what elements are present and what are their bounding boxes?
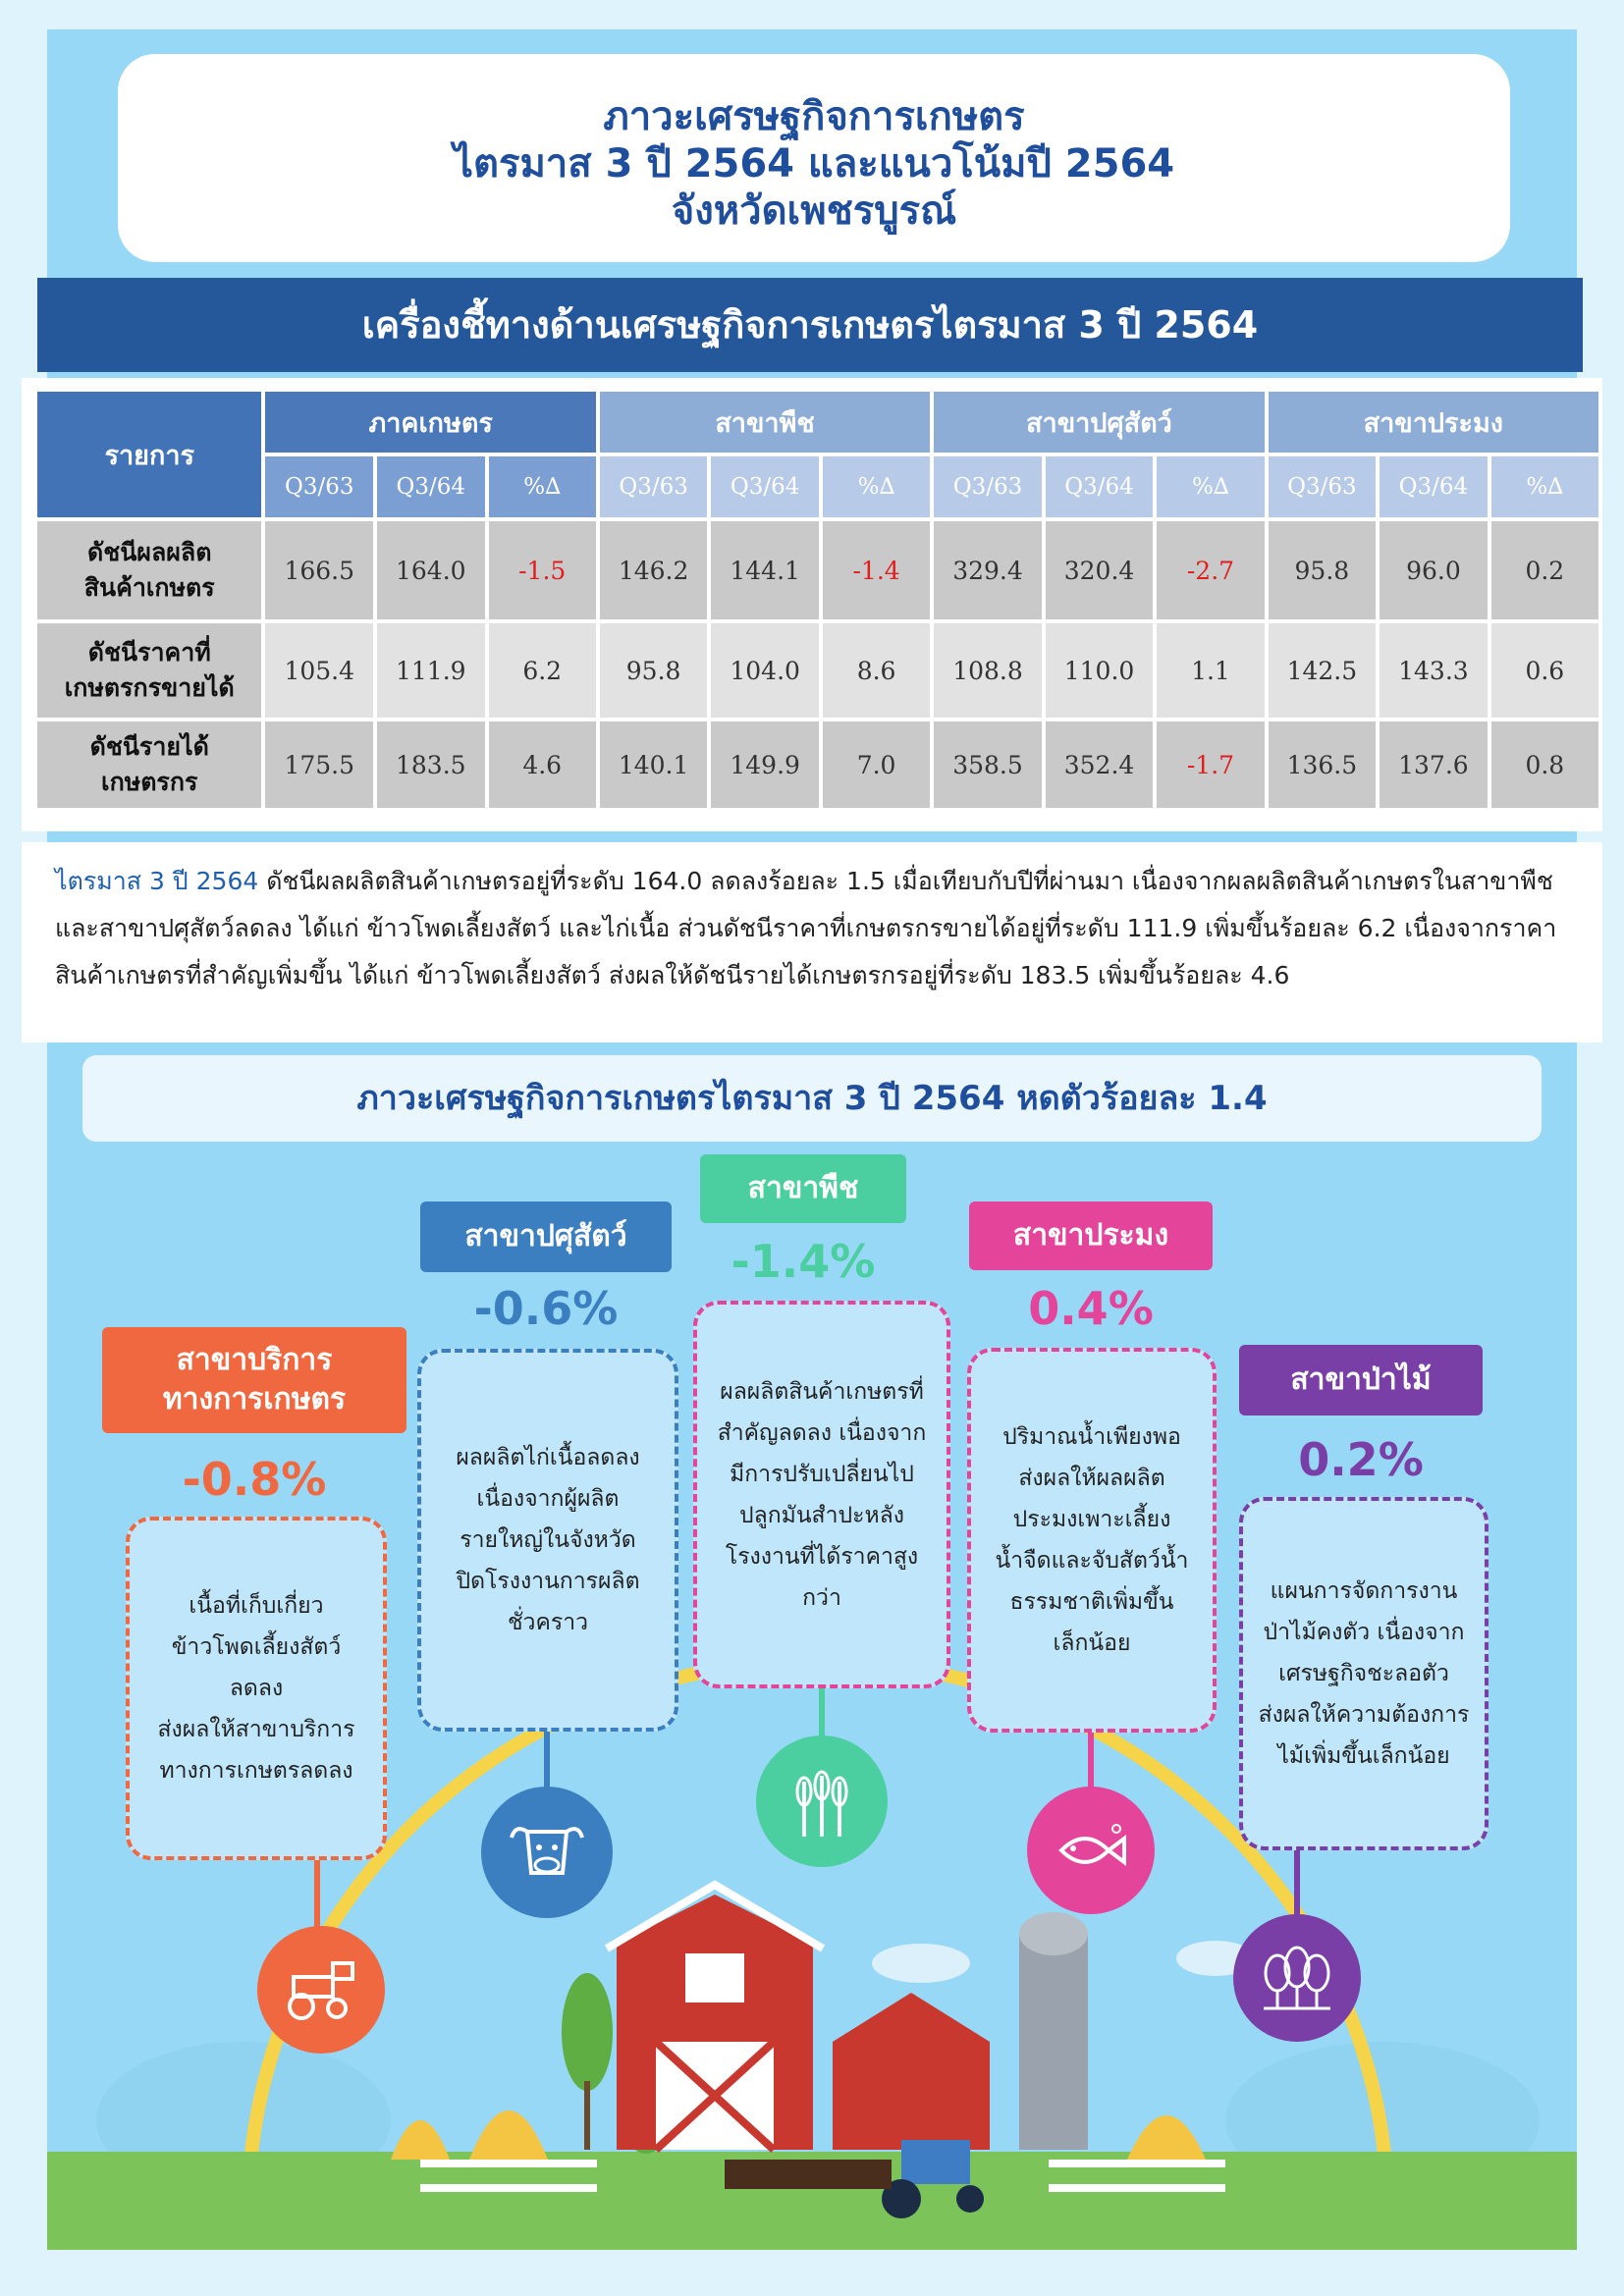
- wheat-glyph: [783, 1762, 861, 1841]
- sector-desc-line: เล็กน้อย: [1053, 1630, 1131, 1656]
- cloud-icon: [872, 1944, 970, 1983]
- table-cell: 320.4: [1046, 521, 1154, 619]
- sector-pct-fishery: 0.4%: [1028, 1282, 1154, 1335]
- table-cell: -1.7: [1157, 721, 1264, 808]
- sector-desc-line: ไม้เพิ่มขึ้นเล็กน้อย: [1277, 1743, 1450, 1769]
- indicator-table-panel: [22, 378, 1602, 831]
- sector-desc-line: เนื้อที่เก็บเกี่ยว: [189, 1593, 324, 1619]
- table-row: [37, 521, 1598, 619]
- title-line-2: ไตรมาส 3 ปี 2564 และแนวโน้มปี 2564: [453, 141, 1175, 187]
- sub-header: Q3/63: [934, 456, 1042, 517]
- title-line-3: จังหวัดเพชรบูรณ์: [671, 188, 957, 234]
- row-label-line: สินค้าเกษตร: [83, 573, 215, 602]
- table-cell: 7.0: [823, 721, 930, 808]
- sector-pct-crop: -1.4%: [731, 1235, 876, 1288]
- fence: [1049, 2160, 1225, 2167]
- table-cell: 143.3: [1380, 623, 1488, 718]
- sector-desc-line: ผลผลิตสินค้าเกษตรที่: [720, 1378, 924, 1405]
- row-label: [37, 721, 261, 808]
- sector-stem: [544, 1732, 550, 1790]
- sub-header: %∆: [1157, 456, 1264, 517]
- table-cell: 142.5: [1269, 623, 1377, 718]
- group-header-livestock: สาขาปศุสัตว์: [934, 392, 1264, 453]
- sub-header: Q3/63: [600, 456, 708, 517]
- sector-card-forestry: [1239, 1497, 1489, 1850]
- summary-highlight: ไตรมาส 3 ปี 2564: [55, 867, 259, 895]
- title-line-1: ภาวะเศรษฐกิจการเกษตร: [603, 94, 1025, 139]
- table-cell: 144.1: [711, 521, 819, 619]
- sector-desc-line: ปริมาณน้ำเพียงพอ: [1002, 1424, 1181, 1450]
- table-cell: 358.5: [934, 721, 1042, 808]
- table-cell: 0.8: [1491, 721, 1598, 808]
- table-cell: -1.5: [489, 521, 596, 619]
- indicator-heading: เครื่องชี้ทางด้านเศรษฐกิจการเกษตรไตรมาส 3 ปี 2564: [37, 278, 1583, 372]
- tractor-glyph: [282, 1955, 360, 2024]
- summary-text: ดัชนีผลผลิตสินค้าเกษตรอยู่ที่ระดับ 164.0 ลดลงร้อยละ 1.5 เมื่อเทียบกับปีที่ผ่านมา เนื่องจากผลผลิตสินค้าเกษตรในสาขาพืช และสาขาปศุสัตว์ลดลง ได้แก่ ข้าวโพดเลี้ยงสัตว์ และไก่เนื้อ ส่วนดัชนีราคาที่เกษตรกรขายได้อยู่ที่ระดับ 111.9 เพิ่มขึ้นร้อยละ 6.2 เนื่องจากราคาสินค้าเกษตรที่สำคัญเพิ่มขึ้น ได้แก่ ข้าวโพดเลี้ยงสัตว์ ส่งผลให้ดัชนีรายได้เกษตรกรอยู่ที่ระดับ 183.5 เพิ่มขึ้นร้อยละ 4.6: [55, 867, 1557, 989]
- indicator-table: [33, 388, 1602, 812]
- table-cell: 111.9: [377, 623, 485, 718]
- row-label-line: ดัชนีราคาที่: [87, 638, 211, 667]
- sub-header: Q3/64: [377, 456, 485, 517]
- tree-icon: [562, 1973, 613, 2091]
- table-cell: 104.0: [711, 623, 819, 718]
- row-label: [37, 623, 261, 718]
- sector-desc-line: ปิดโรงงานการผลิต: [456, 1569, 640, 1594]
- table-row: [37, 623, 1598, 718]
- sector-desc-line: เนื่องจากผู้ผลิต: [476, 1486, 620, 1512]
- table-cell: 0.2: [1491, 521, 1598, 619]
- barn-window: [685, 1953, 744, 2002]
- table-row: [37, 721, 1598, 808]
- table-cell: 108.8: [934, 623, 1042, 718]
- sector-desc-line: แผนการจัดการงาน: [1270, 1578, 1458, 1604]
- row-label-line: ดัชนีผลผลิต: [87, 538, 212, 566]
- sector-tag-forestry: สาขาป่าไม้: [1239, 1345, 1483, 1415]
- sector-pct-livestock: -0.6%: [473, 1282, 619, 1335]
- sector-desc-line: รายใหญ่ในจังหวัด: [460, 1527, 636, 1553]
- shed-icon: [833, 1993, 990, 2150]
- sub-header: Q3/63: [265, 456, 373, 517]
- table-cell: 140.1: [600, 721, 708, 808]
- tractor-icon: [901, 2140, 970, 2184]
- row-label-line: ดัชนีรายได้: [89, 732, 209, 761]
- table-cell: 105.4: [265, 623, 373, 718]
- trees-icon: [1233, 1914, 1361, 2042]
- sector-name-line: สาขาบริการ: [176, 1343, 333, 1377]
- title-box: [118, 54, 1510, 262]
- sector-tag-livestock: สาขาปศุสัตว์: [420, 1201, 672, 1272]
- sector-tag-fishery: สาขาประมง: [969, 1201, 1213, 1270]
- silo-top: [1019, 1912, 1088, 1955]
- sector-desc-line: เศรษฐกิจชะลอตัว: [1278, 1661, 1449, 1686]
- row-label-line: เกษตรกรขายได้: [64, 673, 235, 702]
- sector-desc-line: มีการปรับเปลี่ยนไป: [730, 1461, 914, 1487]
- hay-bale-icon: [469, 2110, 548, 2160]
- table-cell: 96.0: [1380, 521, 1488, 619]
- sector-desc-line: ชั่วคราว: [507, 1610, 589, 1635]
- fish-glyph: [1052, 1821, 1130, 1880]
- sector-desc-line: น้ำจืดและจับสัตว์น้ำ: [995, 1548, 1189, 1574]
- sector-desc-line: ข้าวโพดเลี้ยงสัตว์: [171, 1634, 342, 1660]
- tree-trunk: [584, 2081, 590, 2150]
- fish-icon: [1027, 1787, 1155, 1914]
- sector-desc-line: ส่งผลให้ความต้องการ: [1258, 1702, 1470, 1728]
- table-cell: -2.7: [1157, 521, 1264, 619]
- table-cell: 137.6: [1380, 721, 1488, 808]
- trees-glyph: [1258, 1944, 1336, 2012]
- sector-name-line: ทางการเกษตร: [162, 1382, 347, 1416]
- sector-desc-line: ปลูกมันสำปะหลัง: [739, 1502, 904, 1528]
- sector-stem: [1088, 1733, 1094, 1791]
- sector-card-fishery: [967, 1348, 1217, 1733]
- table-cell: 1.1: [1157, 623, 1264, 718]
- sector-desc-line: ทางการเกษตรลดลง: [159, 1758, 353, 1784]
- sub-header: Q3/63: [1269, 456, 1377, 517]
- sector-desc-line: ส่งผลให้สาขาบริการ: [157, 1717, 355, 1742]
- sector-desc-line: ลดลง: [229, 1676, 284, 1701]
- table-cell: 164.0: [377, 521, 485, 619]
- table-cell: 175.5: [265, 721, 373, 808]
- row-label-line: เกษตรกร: [101, 768, 198, 796]
- silo-icon: [1019, 1934, 1088, 2150]
- wheat-icon: [756, 1735, 888, 1867]
- cow-glyph: [508, 1818, 586, 1887]
- sector-desc-line: ธรรมชาติเพิ่มขึ้น: [1009, 1589, 1174, 1615]
- group-header-fishery: สาขาประมง: [1269, 392, 1598, 453]
- fence: [420, 2160, 597, 2167]
- sector-card-service: [126, 1517, 387, 1860]
- sector-tag-service: [102, 1327, 406, 1433]
- sector-desc-line: โรงงานที่ได้ราคาสูง: [725, 1543, 919, 1570]
- table-cell: 149.9: [711, 721, 819, 808]
- sub-header: Q3/64: [711, 456, 819, 517]
- group-header-crop: สาขาพืช: [600, 392, 930, 453]
- table-label-header: รายการ: [37, 392, 261, 517]
- sector-pct-service: -0.8%: [182, 1453, 327, 1506]
- sub-header: %∆: [1491, 456, 1598, 517]
- summary-paragraph: [22, 842, 1602, 1042]
- table-cell: 136.5: [1269, 721, 1377, 808]
- sector-desc-line: สำคัญลดลง เนื่องจาก: [717, 1419, 927, 1446]
- table-cell: 0.6: [1491, 623, 1598, 718]
- tractor-icon: [257, 1926, 385, 2054]
- sector-desc-line: ส่งผลให้ผลผลิต: [1018, 1466, 1165, 1491]
- sector-stem: [1294, 1850, 1300, 1919]
- sector-desc-line: ประมงเพาะเลี้ยง: [1012, 1507, 1171, 1532]
- sector-desc-line: กว่า: [802, 1584, 841, 1611]
- group-header-agri: ภาคเกษตร: [265, 392, 595, 453]
- cow-icon: [481, 1787, 613, 1918]
- fence: [1049, 2184, 1225, 2192]
- table-cell: -1.4: [823, 521, 930, 619]
- trailer: [725, 2160, 892, 2189]
- table-cell: 166.5: [265, 521, 373, 619]
- sub-header: Q3/64: [1380, 456, 1488, 517]
- table-cell: 95.8: [600, 623, 708, 718]
- row-label: [37, 521, 261, 619]
- table-cell: 6.2: [489, 623, 596, 718]
- sector-desc-line: ป่าไม้คงตัว เนื่องจาก: [1263, 1620, 1465, 1645]
- tractor-wheel: [956, 2185, 984, 2213]
- table-cell: 8.6: [823, 623, 930, 718]
- table-cell: 110.0: [1046, 623, 1154, 718]
- sector-stem: [819, 1688, 825, 1742]
- hay-bale-icon: [391, 2120, 450, 2160]
- table-cell: 95.8: [1269, 521, 1377, 619]
- sector-card-crop: [693, 1301, 950, 1688]
- sector-card-livestock: [417, 1349, 678, 1732]
- sector-tag-crop: สาขาพืช: [700, 1154, 906, 1223]
- table-cell: 4.6: [489, 721, 596, 808]
- fence: [420, 2184, 597, 2192]
- table-cell: 352.4: [1046, 721, 1154, 808]
- sector-stem: [314, 1860, 320, 1934]
- table-cell: 146.2: [600, 521, 708, 619]
- sub-header: Q3/64: [1046, 456, 1154, 517]
- hay-bale-icon: [1127, 2115, 1206, 2160]
- sector-pct-forestry: 0.2%: [1298, 1433, 1424, 1486]
- sub-header: %∆: [489, 456, 596, 517]
- table-cell: 329.4: [934, 521, 1042, 619]
- table-cell: 183.5: [377, 721, 485, 808]
- sub-header: %∆: [823, 456, 930, 517]
- overview-heading: ภาวะเศรษฐกิจการเกษตรไตรมาส 3 ปี 2564 หดตัวร้อยละ 1.4: [82, 1055, 1542, 1142]
- sector-desc-line: ผลผลิตไก่เนื้อลดลง: [456, 1445, 640, 1470]
